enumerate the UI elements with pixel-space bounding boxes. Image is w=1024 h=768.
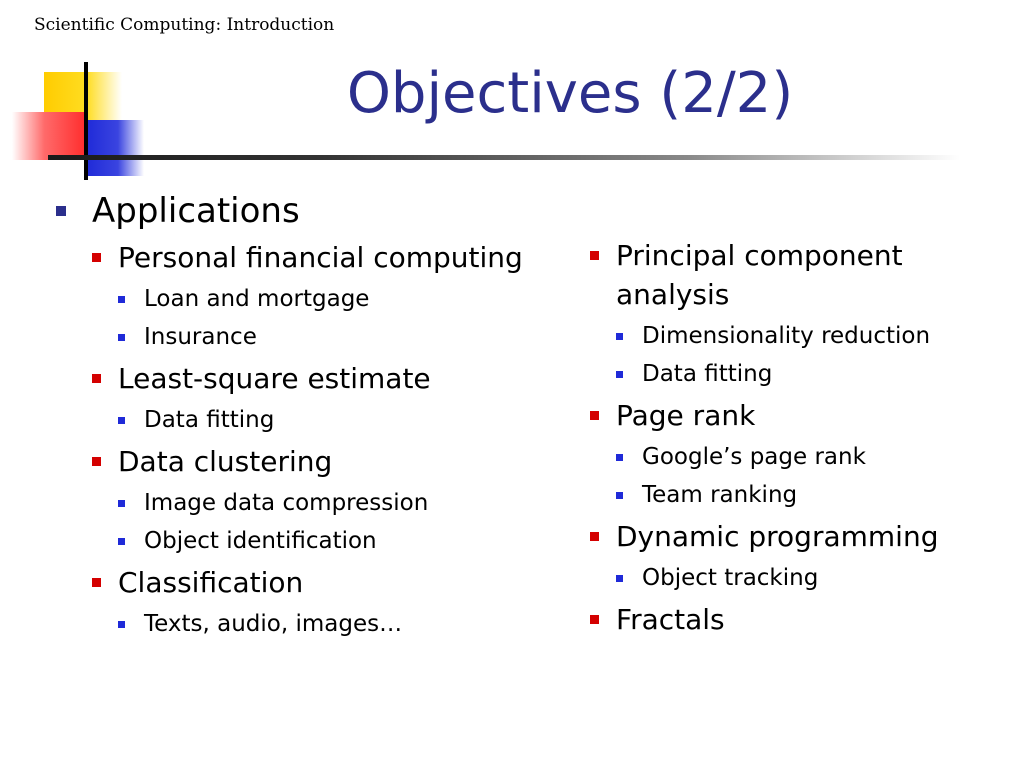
list-item-label: Dynamic programming bbox=[616, 520, 939, 553]
list-item bbox=[92, 442, 524, 557]
list-item-label: Page rank bbox=[616, 399, 756, 432]
sub-list-item-label: Team ranking bbox=[642, 482, 798, 508]
list-item bbox=[92, 238, 524, 353]
sub-list bbox=[616, 562, 1010, 594]
square-bullet-icon bbox=[616, 492, 623, 499]
square-bullet-icon bbox=[118, 621, 125, 628]
list-item-label: Fractals bbox=[616, 603, 725, 636]
list-item bbox=[590, 236, 1010, 390]
sub-list bbox=[616, 320, 1010, 390]
list-item-label: Personal financial computing bbox=[118, 241, 523, 274]
sub-list-item-label: Object identification bbox=[144, 528, 377, 554]
sub-list-item bbox=[616, 479, 1010, 511]
list-item-label: Principal component analysis bbox=[616, 239, 903, 311]
list-item bbox=[92, 359, 524, 436]
applications-heading: Applications bbox=[92, 191, 300, 231]
right-column bbox=[590, 236, 1010, 645]
sub-list-item bbox=[616, 562, 1010, 594]
sub-list-item bbox=[616, 320, 1010, 352]
list-item bbox=[92, 563, 524, 640]
sub-list-item-label: Texts, audio, images… bbox=[144, 611, 403, 637]
sub-list bbox=[118, 283, 524, 353]
sub-list-item-label: Data fitting bbox=[642, 361, 773, 387]
square-bullet-icon bbox=[92, 253, 101, 262]
square-bullet-icon bbox=[92, 374, 101, 383]
applications-list bbox=[92, 238, 524, 640]
title-divider bbox=[48, 155, 960, 160]
logo-vertical-line bbox=[84, 62, 88, 180]
list-item bbox=[590, 517, 1010, 594]
square-bullet-icon bbox=[590, 615, 599, 624]
sub-list-item-label: Object tracking bbox=[642, 565, 819, 591]
applications-item bbox=[54, 190, 524, 640]
square-bullet-icon bbox=[92, 578, 101, 587]
list-item-label: Data clustering bbox=[118, 445, 333, 478]
square-bullet-icon bbox=[616, 454, 623, 461]
sub-list bbox=[616, 441, 1010, 511]
sub-list-item-label: Insurance bbox=[144, 324, 257, 350]
slide-title: Objectives (2/2) bbox=[346, 61, 794, 126]
sub-list-item-label: Dimensionality reduction bbox=[642, 323, 931, 349]
square-bullet-icon bbox=[92, 457, 101, 466]
presentation-header: Scientific Computing: Introduction bbox=[34, 15, 335, 35]
sub-list-item bbox=[616, 441, 1010, 473]
square-bullet-icon bbox=[590, 532, 599, 541]
sub-list-item bbox=[118, 404, 524, 436]
square-bullet-icon bbox=[616, 333, 623, 340]
sub-list bbox=[118, 404, 524, 436]
square-bullet-icon bbox=[118, 500, 125, 507]
logo-red-square bbox=[12, 112, 84, 160]
square-bullet-icon bbox=[56, 206, 66, 216]
sub-list-item-label: Image data compression bbox=[144, 490, 429, 516]
sub-list-item bbox=[118, 487, 524, 519]
left-column bbox=[54, 190, 524, 646]
sub-list-item-label: Loan and mortgage bbox=[144, 286, 370, 312]
list-item bbox=[590, 600, 1010, 639]
sub-list-item bbox=[118, 525, 524, 557]
square-bullet-icon bbox=[616, 371, 623, 378]
sub-list-item bbox=[118, 608, 524, 640]
logo-blue-square bbox=[86, 120, 144, 176]
list-item-label: Least-square estimate bbox=[118, 362, 431, 395]
square-bullet-icon bbox=[118, 296, 125, 303]
square-bullet-icon bbox=[118, 334, 125, 341]
list-item bbox=[590, 396, 1010, 511]
square-bullet-icon bbox=[590, 411, 599, 420]
square-bullet-icon bbox=[616, 575, 623, 582]
sub-list bbox=[118, 487, 524, 557]
sub-list-item bbox=[118, 283, 524, 315]
sub-list bbox=[118, 608, 524, 640]
list-item-label: Classification bbox=[118, 566, 304, 599]
sub-list-item bbox=[616, 358, 1010, 390]
square-bullet-icon bbox=[590, 251, 599, 260]
sub-list-item-label: Google’s page rank bbox=[642, 444, 866, 470]
sub-list-item bbox=[118, 321, 524, 353]
square-bullet-icon bbox=[118, 417, 125, 424]
square-bullet-icon bbox=[118, 538, 125, 545]
sub-list-item-label: Data fitting bbox=[144, 407, 275, 433]
